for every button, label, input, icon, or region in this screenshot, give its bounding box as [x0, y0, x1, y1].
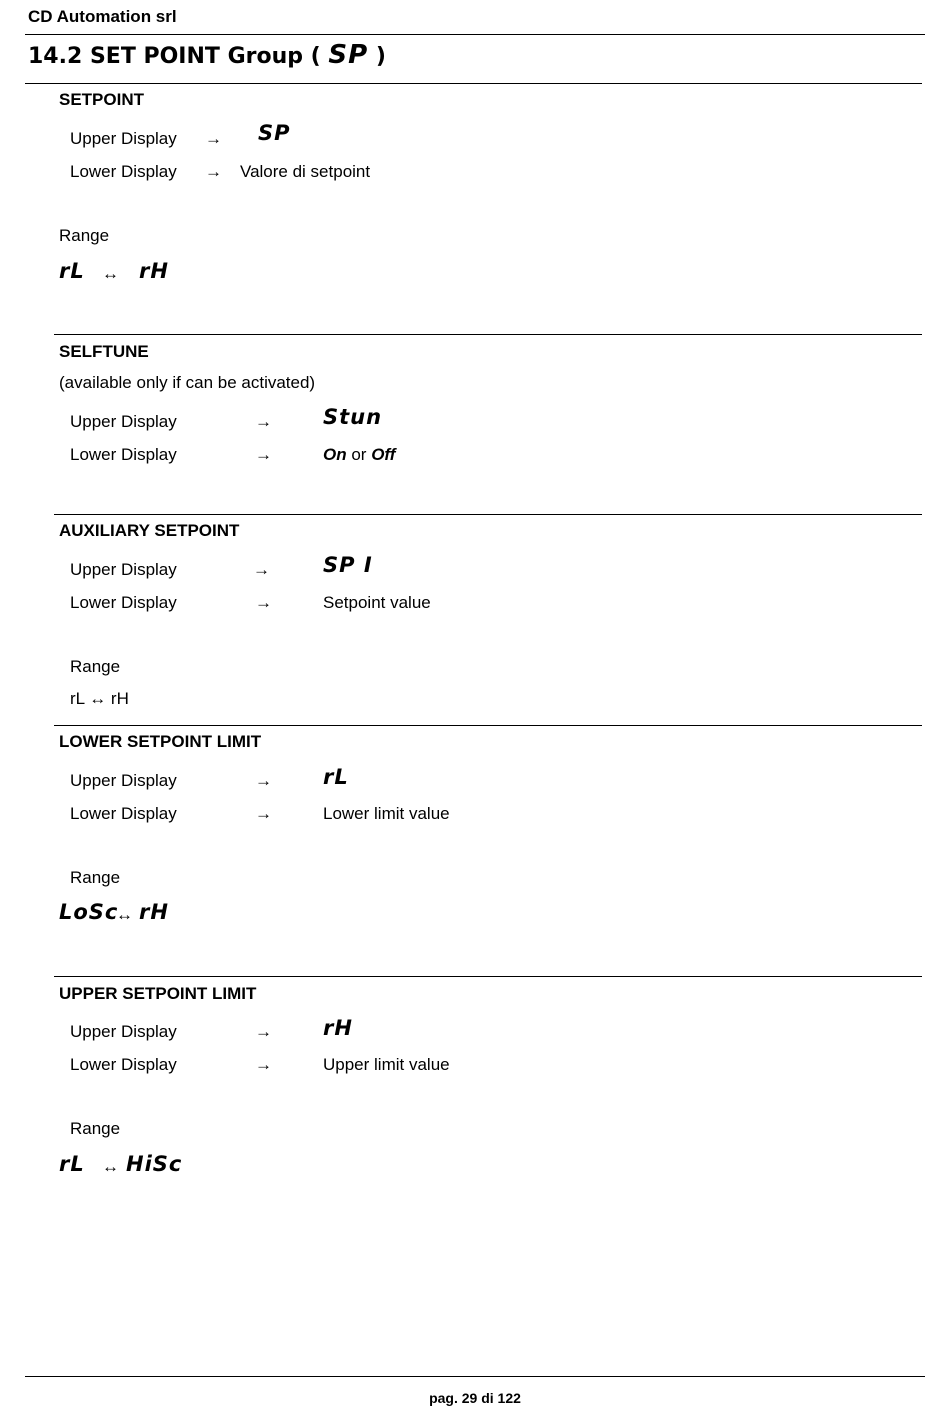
- arrow-icon: →: [205, 162, 222, 181]
- upper-display-value: SP I: [323, 553, 373, 577]
- arrow-icon: →: [255, 1022, 272, 1041]
- page-title: [28, 40, 386, 70]
- section-note: (available only if can be activated): [59, 373, 316, 392]
- range-to: rH: [139, 259, 169, 283]
- lower-display-value: Lower limit value: [323, 804, 450, 823]
- section-heading: UPPER SETPOINT LIMIT: [59, 984, 257, 1003]
- range-value: rL ↔ rH: [70, 689, 129, 708]
- upper-display-value: SP: [258, 121, 291, 145]
- range-arrow-icon: ↔: [116, 905, 133, 924]
- lower-display-label: Lower Display: [70, 804, 177, 823]
- lower-display-value: Setpoint value: [323, 593, 431, 612]
- value-on: On: [323, 445, 347, 464]
- section-divider: [54, 725, 922, 726]
- range-to: HiSc: [126, 1152, 183, 1176]
- title-divider: [25, 83, 922, 84]
- arrow-icon: →: [255, 771, 272, 790]
- section-heading: AUXILIARY SETPOINT: [59, 521, 240, 540]
- lower-display-label: Lower Display: [70, 593, 177, 612]
- range-from: LoSc: [59, 900, 119, 924]
- arrow-icon: →: [255, 804, 272, 823]
- lower-display-value: [323, 445, 395, 465]
- title-suffix: ): [375, 44, 386, 69]
- range-label: Range: [70, 657, 121, 676]
- lower-display-label: Lower Display: [70, 1055, 177, 1074]
- arrow-icon: →: [255, 445, 272, 464]
- arrow-icon: →: [255, 1055, 272, 1074]
- arrow-icon: →: [255, 593, 272, 612]
- section-divider: [54, 976, 922, 977]
- section-divider: [54, 334, 922, 335]
- lower-display-label: Lower Display: [70, 445, 177, 464]
- page-number: pag. 29 di 122: [429, 1390, 521, 1406]
- range-label: Range: [59, 226, 110, 245]
- upper-display-label: Upper Display: [70, 129, 177, 148]
- arrow-icon: →: [253, 560, 270, 579]
- range-from: rL: [59, 1152, 85, 1176]
- upper-display-label: Upper Display: [70, 1022, 177, 1041]
- title-prefix: 14.2 SET POINT Group (: [28, 44, 321, 69]
- upper-display-label: Upper Display: [70, 412, 177, 431]
- range-label: Range: [70, 868, 121, 887]
- section-divider: [54, 514, 922, 515]
- lower-display-value: Valore di setpoint: [240, 162, 371, 181]
- company-name: CD Automation srl: [28, 7, 177, 26]
- section-heading: SELFTUNE: [59, 342, 149, 361]
- title-code: SP: [328, 40, 369, 70]
- upper-display-label: Upper Display: [70, 560, 177, 579]
- section-heading: SETPOINT: [59, 90, 145, 109]
- footer-divider: [25, 1376, 925, 1377]
- range-to: rH: [139, 900, 169, 924]
- range-from: rL: [59, 259, 85, 283]
- range-label: Range: [70, 1119, 121, 1138]
- upper-display-value: rL: [323, 765, 349, 789]
- value-or: or: [351, 445, 367, 464]
- arrow-icon: →: [255, 412, 272, 431]
- arrow-icon: →: [205, 129, 222, 148]
- header-divider: [25, 34, 925, 35]
- lower-display-value: Upper limit value: [323, 1055, 450, 1074]
- upper-display-value: Stun: [323, 405, 383, 429]
- lower-display-label: Lower Display: [70, 162, 177, 181]
- section-heading: LOWER SETPOINT LIMIT: [59, 732, 262, 751]
- upper-display-value: rH: [323, 1016, 353, 1040]
- value-off: Off: [371, 445, 396, 464]
- range-arrow-icon: ↔: [102, 264, 119, 283]
- upper-display-label: Upper Display: [70, 771, 177, 790]
- range-arrow-icon: ↔: [102, 1157, 119, 1176]
